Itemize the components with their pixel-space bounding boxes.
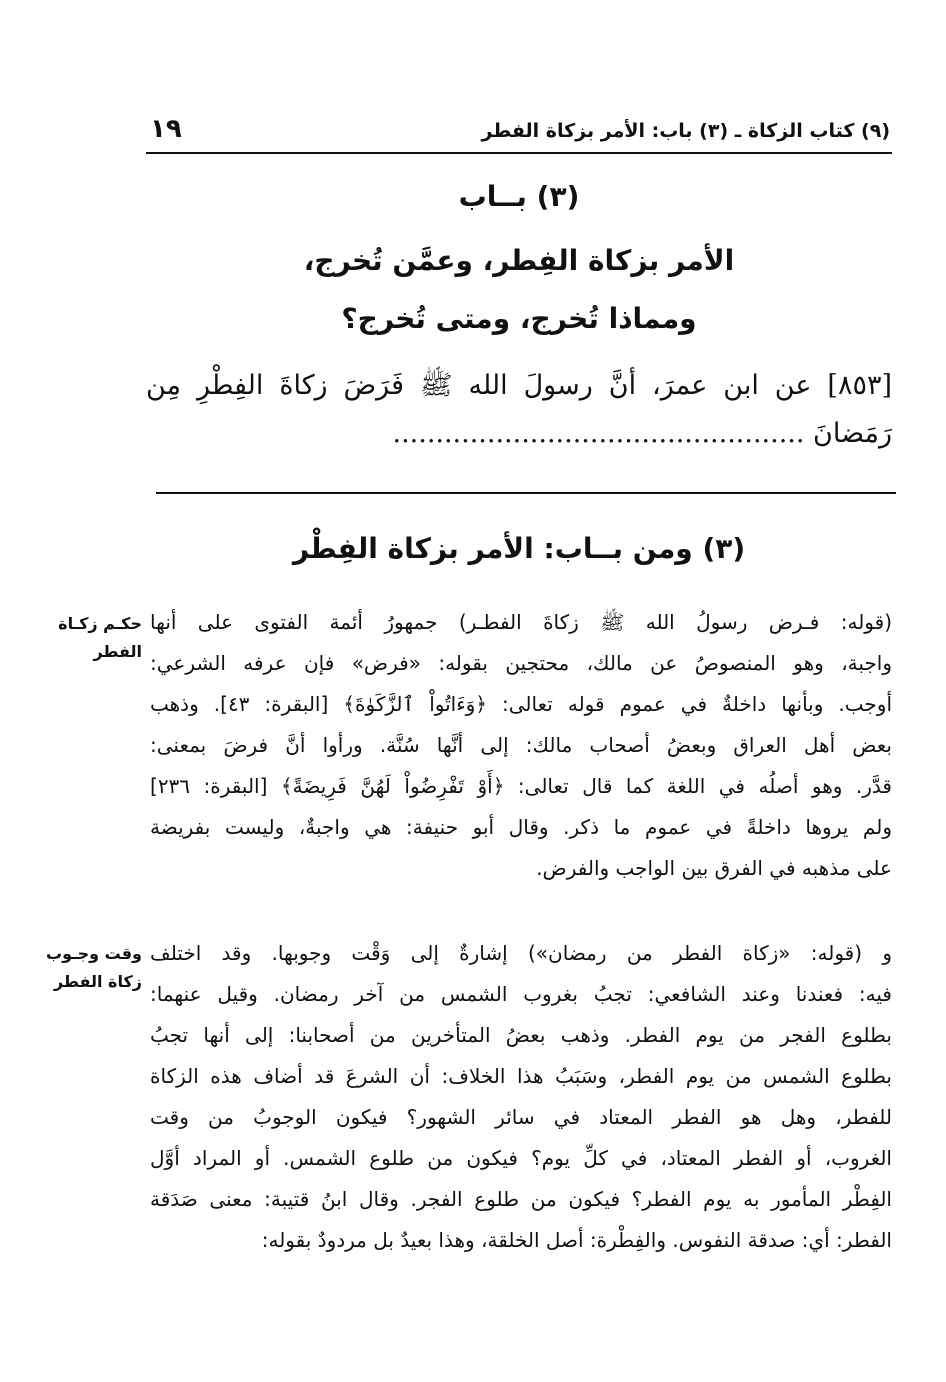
paragraph-line: و (قوله: «زكاة الفطر من رمضان») إشارةٌ إلى وَقْت وجوبها. وقد اختلف <box>150 941 892 965</box>
hadith-text-line-1: [٨٥٣] عن ابن عمرَ، أنَّ رسولَ الله ﷺ فَرَضَ زكاةَ الفِطْرِ مِن <box>146 370 892 401</box>
paragraph-line: فيه: فعندنا وعند الشافعي: تجبُ بغروب الشمس من آخر رمضان. وقيل عنهما: <box>150 982 892 1006</box>
paragraph-line: (قوله: فـرض رسولُ الله ﷺ زكاةَ الفطـر) جمهورُ أئمة الفتوى على أنها <box>150 610 892 634</box>
margin-note-zakat-ruling <box>24 610 142 666</box>
margin-note-line: حكـم زكـاة <box>58 614 142 633</box>
chapter-label: (٣) بــاب <box>458 180 580 213</box>
paragraph-line: للفطر، وهل هو الفطر المعتاد في سائر الشهور؟ فيكون الوجوبُ من وقت <box>150 1105 892 1129</box>
section-divider <box>156 492 896 494</box>
paragraph-line: الفطر: أي: صدقة النفوس. والفِطْرة: أصل الخلقة، وهذا بعيدٌ بل مردودٌ بقوله: <box>261 1228 892 1252</box>
chapter-title-line-2: ومماذا تُخرج، ومتى تُخرج؟ <box>341 302 697 335</box>
page-number: ١٩ <box>150 114 182 144</box>
chapter-title-line-1: الأمر بزكاة الفِطر، وعمَّن تُخرج، <box>303 244 735 277</box>
paragraph-line: بعض أهل العراق وبعضُ أصحاب مالك: إلى أنَّها سُنَّة. ورأوا أنَّ فرضَ بمعنى: <box>150 733 892 757</box>
paragraph-line: على مذهبه في الفرق بين الواجب والفرض. <box>536 856 892 880</box>
commentary-heading: (٣) ومن بــاب: الأمر بزكاة الفِطْر <box>292 532 746 565</box>
paragraph-line: ولم يروها داخلةً في عموم ما ذكر. وقال أبو حنيفة: هي واجبةٌ، وليست بفريضة <box>150 815 892 839</box>
paragraph-line: الغروب، أو الفطر المعتاد، في كلِّ يوم؟ فيكون من طلوع الشمس. أو المراد أوَّل <box>150 1146 892 1170</box>
paragraph-line: قدَّر. وهو أصلُه في اللغة كما قال تعالى: ﴿أَوْ تَفْرِضُواْ لَهُنَّ فَرِيضَةً﴾ [البقرة: ٢٣٦] <box>150 774 892 798</box>
margin-note-line: الفطر <box>93 642 142 661</box>
paragraph-line: واجبة، وهو المنصوصُ عن مالك، محتجين بقوله: «فرض» فإن عرفه الشرعي: <box>150 651 892 675</box>
margin-note-line: وقت وجـوب <box>46 944 142 963</box>
paragraph-line: بطلوع الشمس من يوم الفطر، وسَبَبُ هذا الخلاف: أن الشرعَ قد أضاف هذه الزكاة <box>150 1064 892 1088</box>
hadith-text-line-2: رَمَضانَ ................................................ <box>392 418 892 449</box>
paragraph-line: الفِطْر المأمور به يوم الفطر؟ فيكون من طلوع الفجر. وقال ابنُ قتيبة: معنى صَدَقة <box>150 1187 892 1211</box>
commentary-paragraph-2 <box>150 933 892 1261</box>
margin-note-zakat-time <box>24 940 142 996</box>
commentary-paragraph-1 <box>150 602 892 889</box>
paragraph-line: بطلوع الفجر من يوم الفطر. وذهب بعضُ المتأخرين من أصحابنا: إلى أنها تجبُ <box>150 1023 892 1047</box>
page-header <box>146 112 892 154</box>
running-title: (٩) كتاب الزكاة ـ (٣) باب: الأمر بزكاة الفطر <box>481 120 890 142</box>
margin-note-line: زكاة الفطر <box>53 972 142 991</box>
paragraph-line: أوجب. وبأنها داخلةٌ في عموم قوله تعالى: ﴿وَءَاتُواْ ٱلزَّكَوٰةَ﴾ [البقرة: ٤٣]. وذهب <box>150 692 892 716</box>
